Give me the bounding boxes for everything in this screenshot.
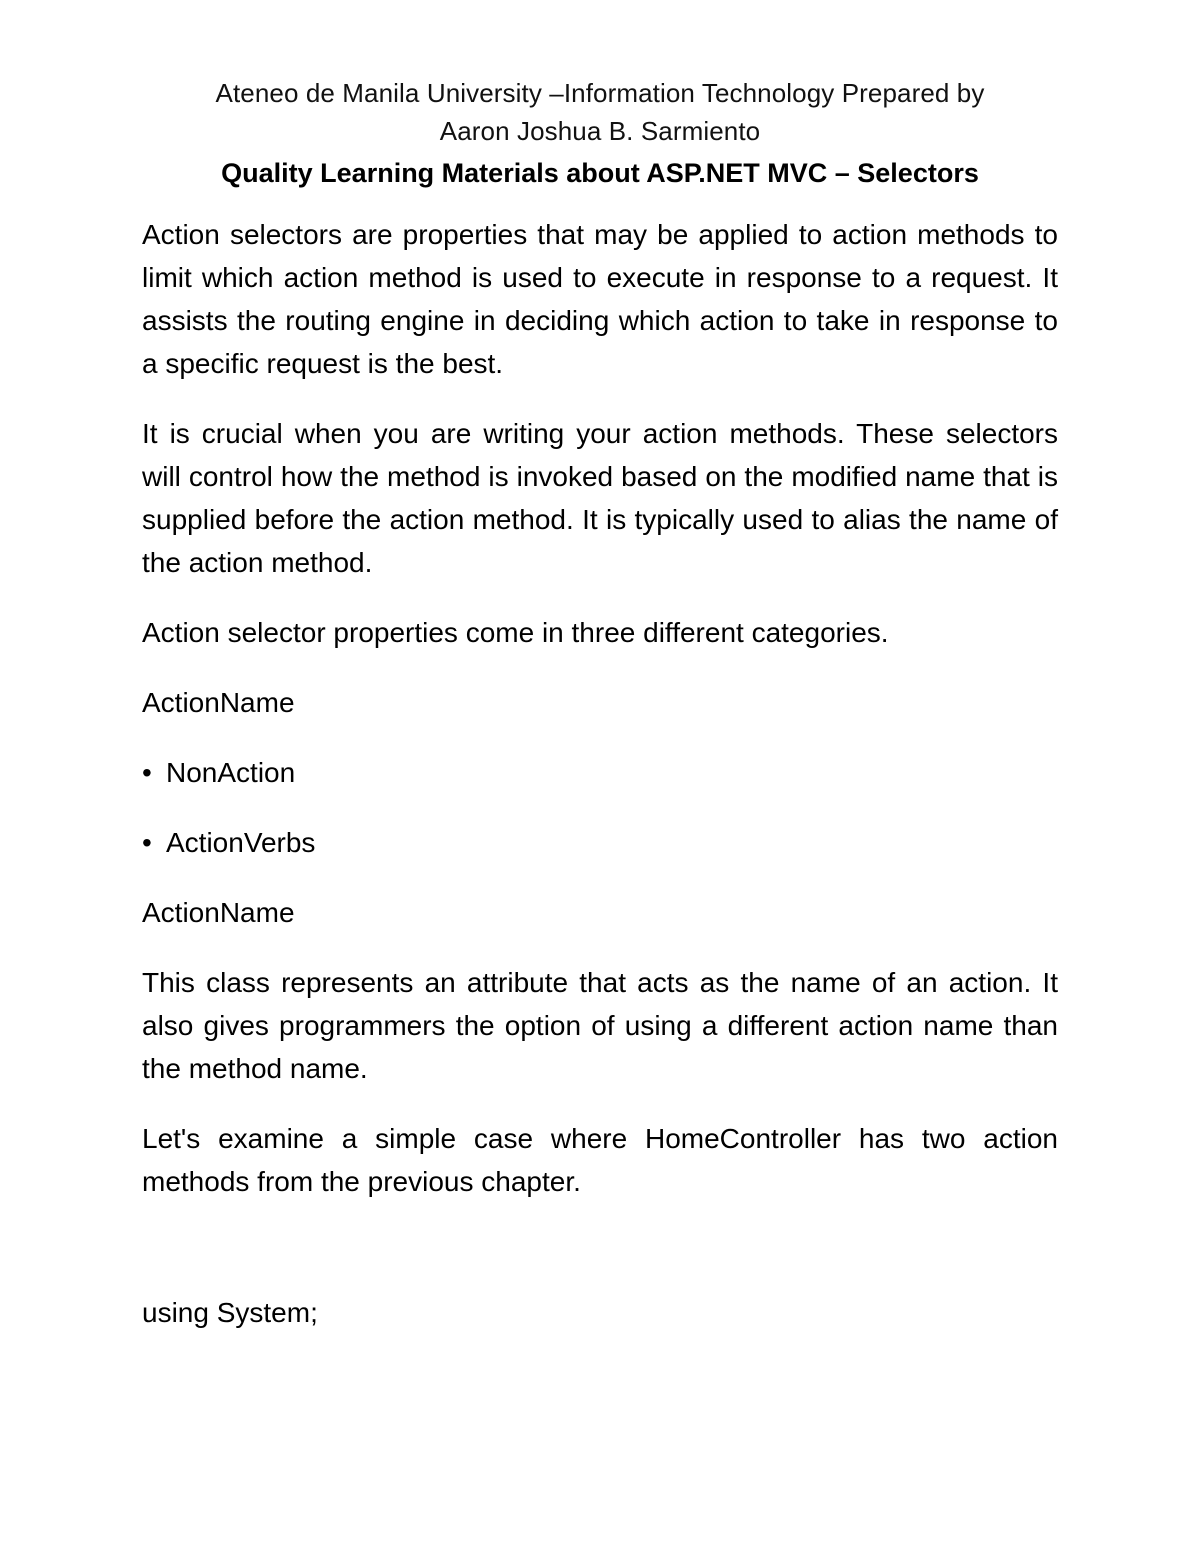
header-institution: Ateneo de Manila University –Information Technology Prepared by xyxy=(215,78,985,108)
header-author: Aaron Joshua B. Sarmiento xyxy=(439,116,761,146)
document-title: Quality Learning Materials about ASP.NET MVC – Selectors xyxy=(221,158,979,188)
bullet-icon: • xyxy=(142,827,152,858)
section-heading: ActionName xyxy=(142,897,295,928)
page-content xyxy=(142,74,1058,1334)
category-actionverbs: ActionVerbs xyxy=(166,827,316,858)
paragraph-actionname-description: This class represents an attribute that acts as the name of an action. It also gives programmers the option of using a different action name than the method name. xyxy=(142,967,1058,1084)
paragraph-categories: Action selector properties come in three different categories. xyxy=(142,617,889,648)
list-item xyxy=(142,751,1058,794)
code-line: using System; xyxy=(142,1297,318,1328)
list-item xyxy=(142,821,1058,864)
category-nonaction: NonAction xyxy=(166,757,296,788)
paragraph-importance: It is crucial when you are writing your action methods. These selectors will control how the method is invoked based on the modified name that is supplied before the action method. It is typically used to alias the name of the action method. xyxy=(142,418,1058,578)
paragraph-example-intro: Let's examine a simple case where HomeController has two action methods from the previous chapter. xyxy=(142,1123,1058,1197)
bullet-icon: • xyxy=(142,757,152,788)
category-actionname: ActionName xyxy=(142,687,295,718)
paragraph-intro: Action selectors are properties that may be applied to action methods to limit which action method is used to execute in response to a request. It assists the routing engine in deciding which action to take in response to a specific request is the best. xyxy=(142,219,1058,379)
